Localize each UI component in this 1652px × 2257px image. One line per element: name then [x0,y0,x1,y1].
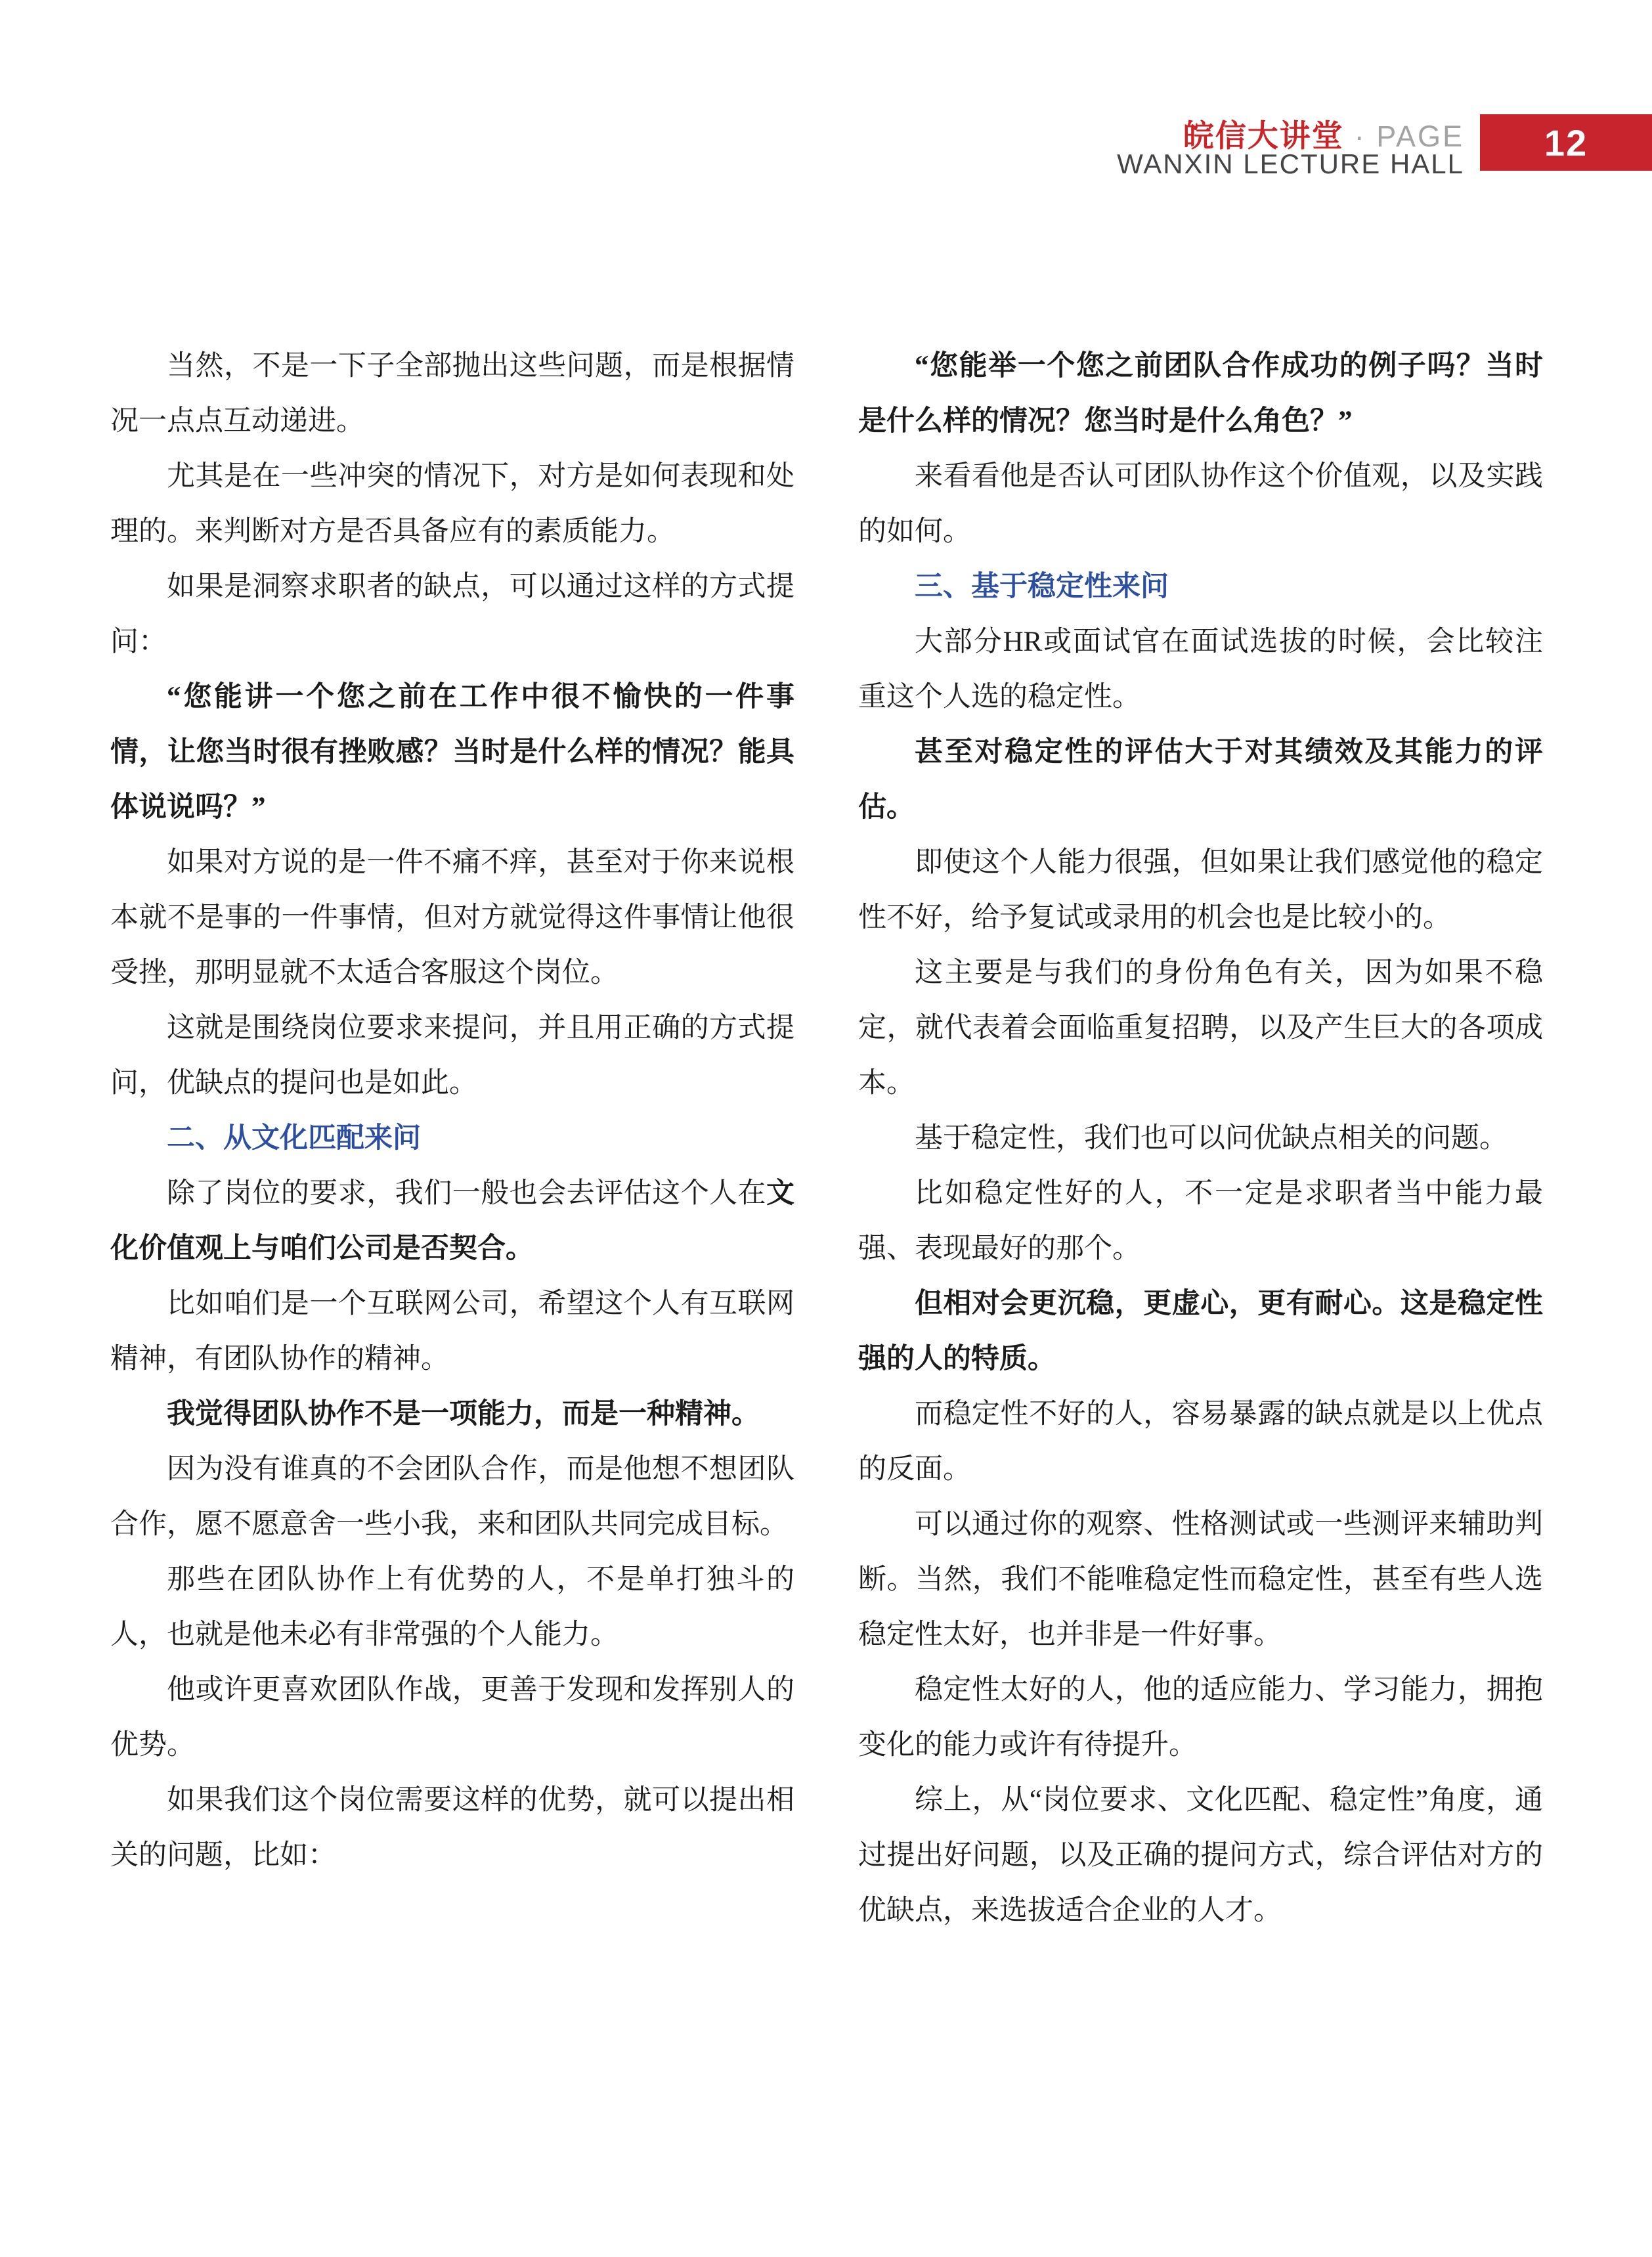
paragraph [858,615,1543,725]
text-run: 文化价值观上与咱们公司是否契合。 [110,1178,794,1264]
text-run: 甚至对稳定性的评估大于对其绩效及其能力的评估。 [858,737,1543,823]
paragraph [110,1166,794,1277]
text-run: 如果是洞察求职者的缺点，可以通过这样的方式提问： [110,571,794,657]
paragraph [110,339,794,449]
paragraph [858,946,1543,1111]
text-run: 这就是围绕岗位要求来提问，并且用正确的方式提问，优缺点的提问也是如此。 [110,1013,794,1099]
text-run: 除了岗位的要求，我们一般也会去评估这个人在 [167,1178,766,1209]
paragraph [858,1166,1543,1277]
paragraph [858,1111,1543,1166]
paragraph [110,1552,794,1663]
text-run: 那些在团队协作上有优势的人，不是单打独斗的人，也就是他未必有非常强的个人能力。 [110,1564,794,1650]
paragraph [110,1387,794,1442]
text-run: 如果对方说的是一件不痛不痒，甚至对于你来说根本就不是事的一件事情，但对方就觉得这件事情让他很受挫，那明显就不太适合客服这个岗位。 [110,847,794,988]
text-run: 二、从文化匹配来问 [167,1123,421,1154]
page-number: 12 [1544,121,1588,164]
paragraph [110,1001,794,1111]
text-run: 稳定性太好的人，他的适应能力、学习能力，拥抱变化的能力或许有待提升。 [858,1675,1543,1761]
paragraph [858,339,1543,449]
paragraph [110,670,794,835]
paragraph [858,1663,1543,1773]
paragraph [110,1277,794,1387]
paragraph [858,835,1543,946]
text-run: 三、基于稳定性来问 [915,571,1169,602]
text-run: 因为没有谁真的不会团队合作，而是他想不想团队合作，愿不愿意舍一些小我，来和团队共同完成目标。 [110,1454,794,1540]
section-heading [110,1111,794,1166]
text-run: 即使这个人能力很强，但如果让我们感觉他的稳定性不好，给予复试或录用的机会也是比较小的。 [858,847,1543,933]
text-run: 尤其是在一些冲突的情况下，对方是如何表现和处理的。来判断对方是否具备应有的素质能力。 [110,461,794,547]
text-run: 比如咱们是一个互联网公司，希望这个人有互联网精神，有团队协作的精神。 [110,1288,794,1374]
paragraph [858,1387,1543,1497]
text-run: 基于稳定性，我们也可以问优缺点相关的问题。 [915,1123,1508,1154]
header-page-label: · PAGE [1354,120,1464,153]
paragraph [110,1773,794,1883]
paragraph [858,1277,1543,1387]
text-run: 比如稳定性好的人，不一定是求职者当中能力最强、表现最好的那个。 [858,1178,1543,1264]
header-subtitle-en: WANXIN LECTURE HALL [1117,148,1464,179]
text-run: 可以通过你的观察、性格测试或一些测评来辅助判断。当然，我们不能唯稳定性而稳定性，甚至有些人选稳定性太好，也并非是一件好事。 [858,1509,1543,1650]
text-run: 我觉得团队协作不是一项能力，而是一种精神。 [167,1399,760,1430]
text-run: 他或许更喜欢团队作战，更善于发现和发挥别人的优势。 [110,1675,794,1761]
paragraph [858,1497,1543,1663]
text-run: 来看看他是否认可团队协作这个价值观，以及实践的如何。 [858,461,1543,547]
section-heading [858,559,1543,615]
text-run: “您能讲一个您之前在工作中很不愉快的一件事情，让您当时很有挫败感？当时是什么样的情况？能具体说说吗？” [110,682,794,823]
right-text-column [858,339,1543,1939]
text-run: 当然，不是一下子全部抛出这些问题，而是根据情况一点点互动递进。 [110,351,794,437]
header-title-cn: 皖信大讲堂 [1183,118,1344,153]
text-run: 大部分HR或面试官在面试选拔的时候，会比较注重这个人选的稳定性。 [858,626,1543,712]
paragraph [110,449,794,559]
text-run: “您能举一个您之前团队合作成功的例子吗？当时是什么样的情况？您当时是什么角色？” [858,351,1543,437]
paragraph [110,835,794,1001]
paragraph [110,559,794,670]
text-run: 综上，从“岗位要求、文化匹配、稳定性”角度，通过提出好问题，以及正确的提问方式，综合评估对方的优缺点，来选拔适合企业的人才。 [858,1785,1543,1926]
paragraph [858,725,1543,835]
text-run: 而稳定性不好的人，容易暴露的缺点就是以上优点的反面。 [858,1399,1543,1485]
paragraph [858,449,1543,559]
text-run: 如果我们这个岗位需要这样的优势，就可以提出相关的问题，比如： [110,1785,794,1871]
left-text-column [110,339,794,1883]
paragraph [110,1442,794,1552]
paragraph [858,1773,1543,1939]
page-number-box [1480,114,1652,171]
text-run: 这主要是与我们的身份角色有关，因为如果不稳定，就代表着会面临重复招聘，以及产生巨大的各项成本。 [858,957,1543,1099]
text-run: 但相对会更沉稳，更虚心，更有耐心。这是稳定性强的人的特质。 [858,1288,1543,1374]
paragraph [110,1663,794,1773]
